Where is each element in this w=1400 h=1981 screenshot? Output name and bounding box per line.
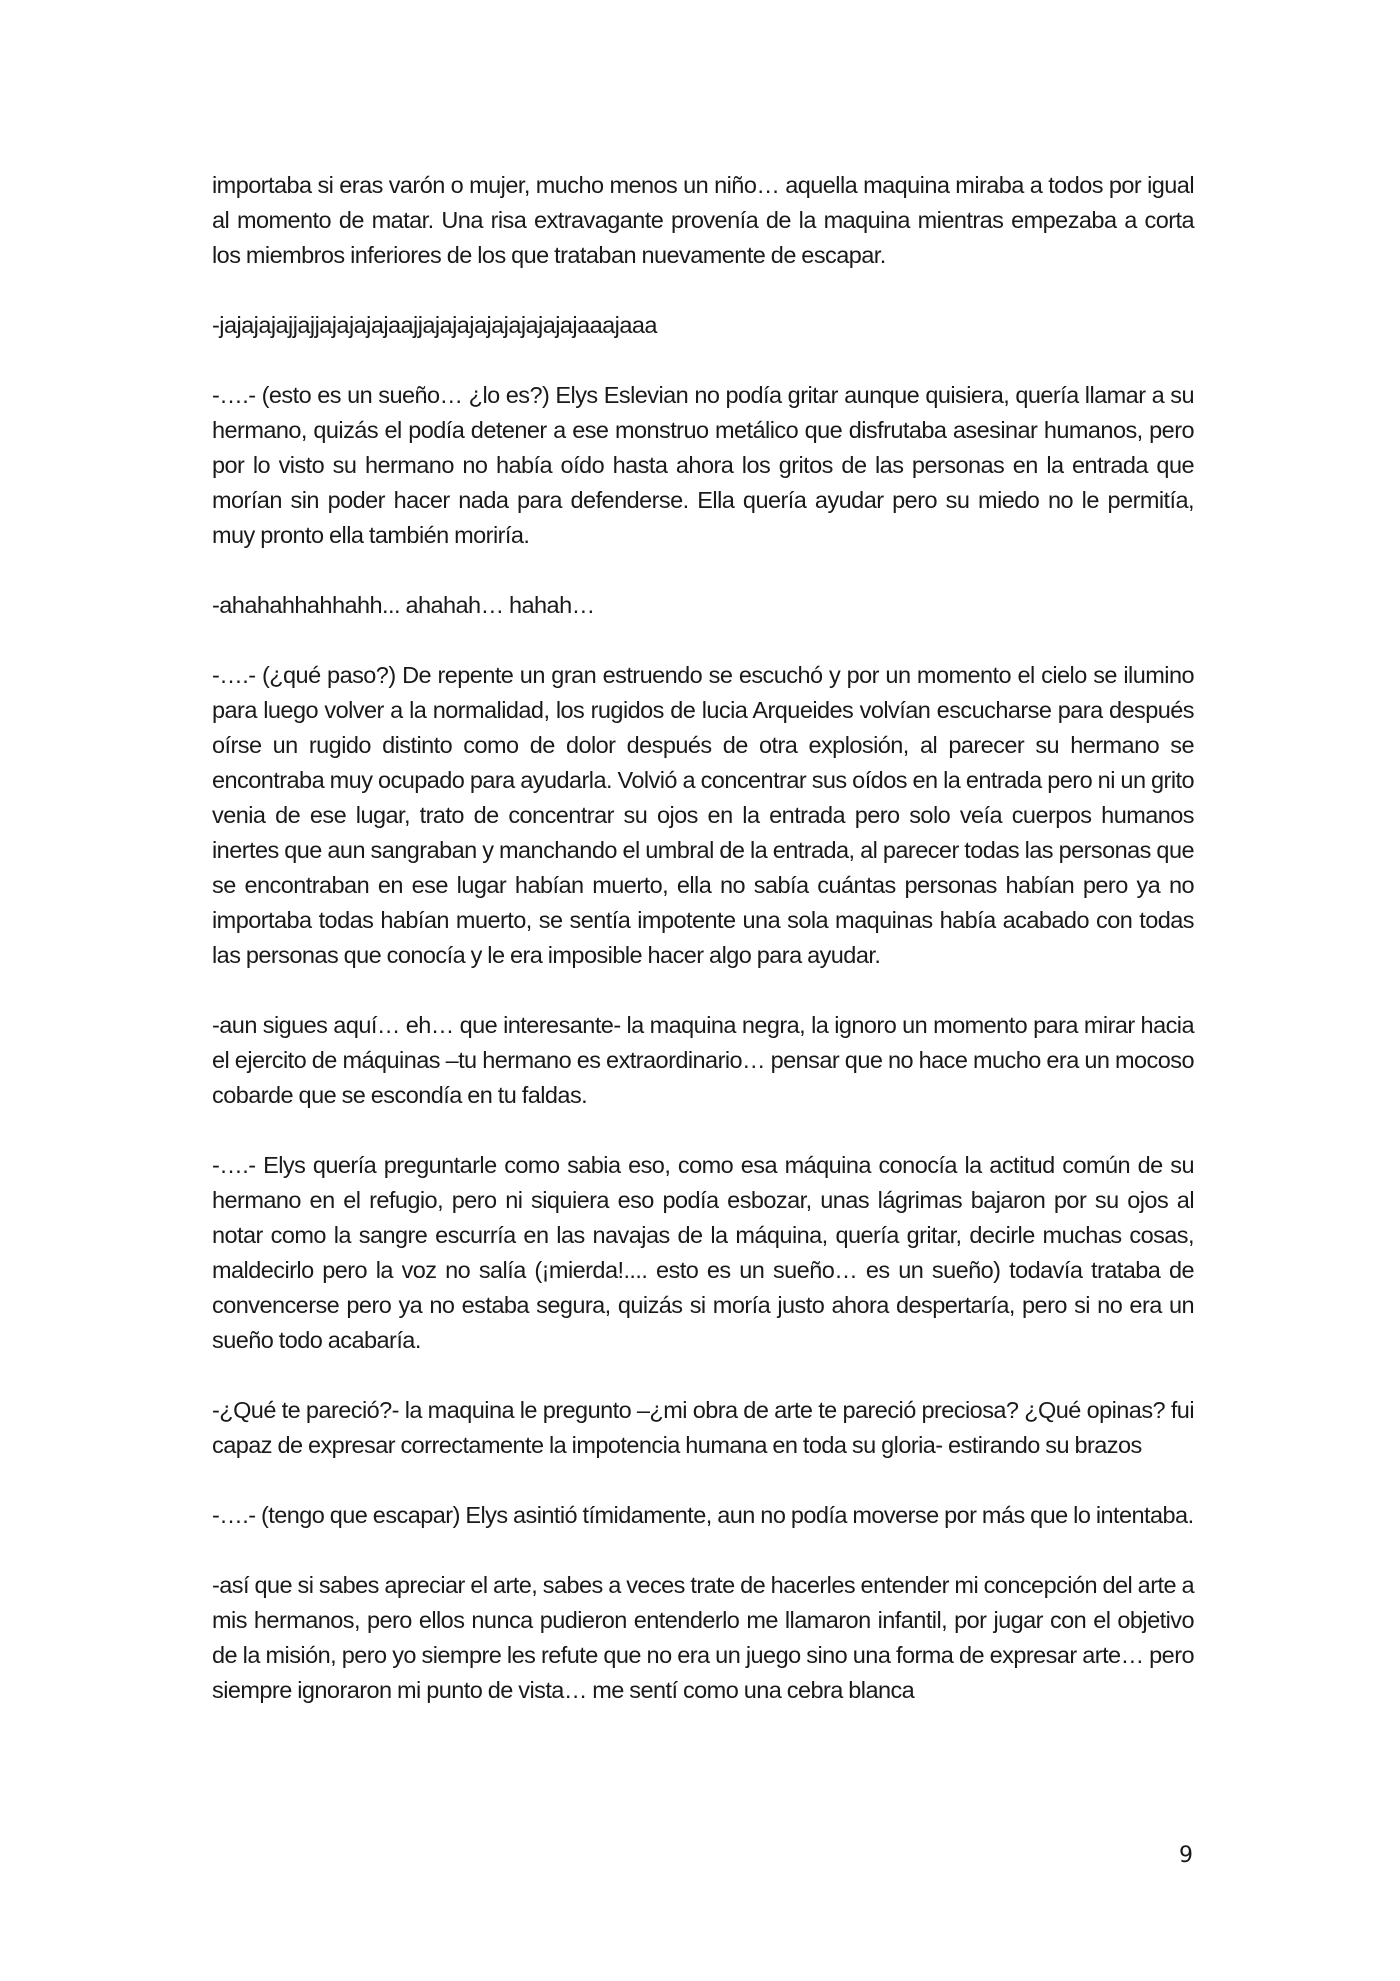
- paragraph-6: -aun sigues aquí… eh… que interesante- la maquina negra, la ignoro un momento para mirar hacia el ejercito de máquinas –tu hermano es extraordinario… pensar que no hace mucho era un mocoso cobarde que se escondía en tu faldas.: [212, 1012, 1194, 1108]
- page-number: 9: [1179, 1843, 1193, 1868]
- paragraph-5: -….- (¿qué paso?) De repente un gran estruendo se escuchó y por un momento el cielo se ilumino para luego volver a la normalidad, los rugidos de lucia Arqueides volvían escucharse para después oírse un rugido distinto como de dolor después de otra explosión, al parecer su hermano se encontraba muy ocupado para ayudarla. Volvió a concentrar sus oídos en la entrada pero ni un grito venia de ese lugar, trato de concentrar su ojos en la entrada pero solo veía cuerpos humanos inertes que aun sangraban y manchando el umbral de la entrada, al parecer todas las personas que se encontraban en ese lugar habían muerto, ella no sabía cuántas personas habían pero ya no importaba todas habían muerto, se sentía impotente una sola maquinas había acabado con todas las personas que conocía y le era imposible hacer algo para ayudar.: [212, 662, 1194, 968]
- paragraph-3: -….- (esto es un sueño… ¿lo es?) Elys Eslevian no podía gritar aunque quisiera, quería llamar a su hermano, quizás el podía detener a ese monstruo metálico que disfrutaba asesinar humanos, pero por lo visto su hermano no había oído hasta ahora los gritos de las personas en la entrada que morían sin poder hacer nada para defenderse. Ella quería ayudar pero su miedo no le permitía, muy pronto ella también moriría.: [212, 382, 1194, 548]
- paragraph-2: -jajajajajjajjajajajajaajjajajajajajajajajajaaajaaa: [212, 312, 657, 338]
- paragraph-10: -así que si sabes apreciar el arte, sabes a veces trate de hacerles entender mi concepción del arte a mis hermanos, pero ellos nunca pudieron entenderlo me llamaron infantil, por jugar con el objetivo de la misión, pero yo siempre les refute que no era un juego sino una forma de expresar arte… pero siempre ignoraron mi punto de vista… me sentí como una cebra blanca: [212, 1572, 1194, 1703]
- paragraph-7: -….- Elys quería preguntarle como sabia eso, como esa máquina conocía la actitud común de su hermano en el refugio, pero ni siquiera eso podía esbozar, unas lágrimas bajaron por su ojos al notar como la sangre escurría en las navajas de la máquina, quería gritar, decirle muchas cosas, maldecirlo pero la voz no salía (¡mierda!.... esto es un sueño… es un sueño) todavía trataba de convencerse pero ya no estaba segura, quizás si moría justo ahora despertaría, pero si no era un sueño todo acabaría.: [212, 1152, 1194, 1353]
- paragraph-1: importaba si eras varón o mujer, mucho menos un niño… aquella maquina miraba a todos por igual al momento de matar. Una risa extravagante provenía de la maquina mientras empezaba a corta los miembros inferiores de los que trataban nuevamente de escapar.: [212, 172, 1194, 268]
- paragraph-4: -ahahahhahhahh... ahahah… hahah…: [212, 592, 595, 618]
- paragraph-8: -¿Qué te pareció?- la maquina le pregunto –¿mi obra de arte te pareció preciosa? ¿Qué opinas? fui capaz de expresar correctamente la impotencia humana en toda su gloria- estirando su brazos: [212, 1397, 1194, 1458]
- paragraph-9: -….- (tengo que escapar) Elys asintió tímidamente, aun no podía moverse por más que lo intentaba.: [212, 1502, 1194, 1528]
- body-text: [212, 168, 1194, 1743]
